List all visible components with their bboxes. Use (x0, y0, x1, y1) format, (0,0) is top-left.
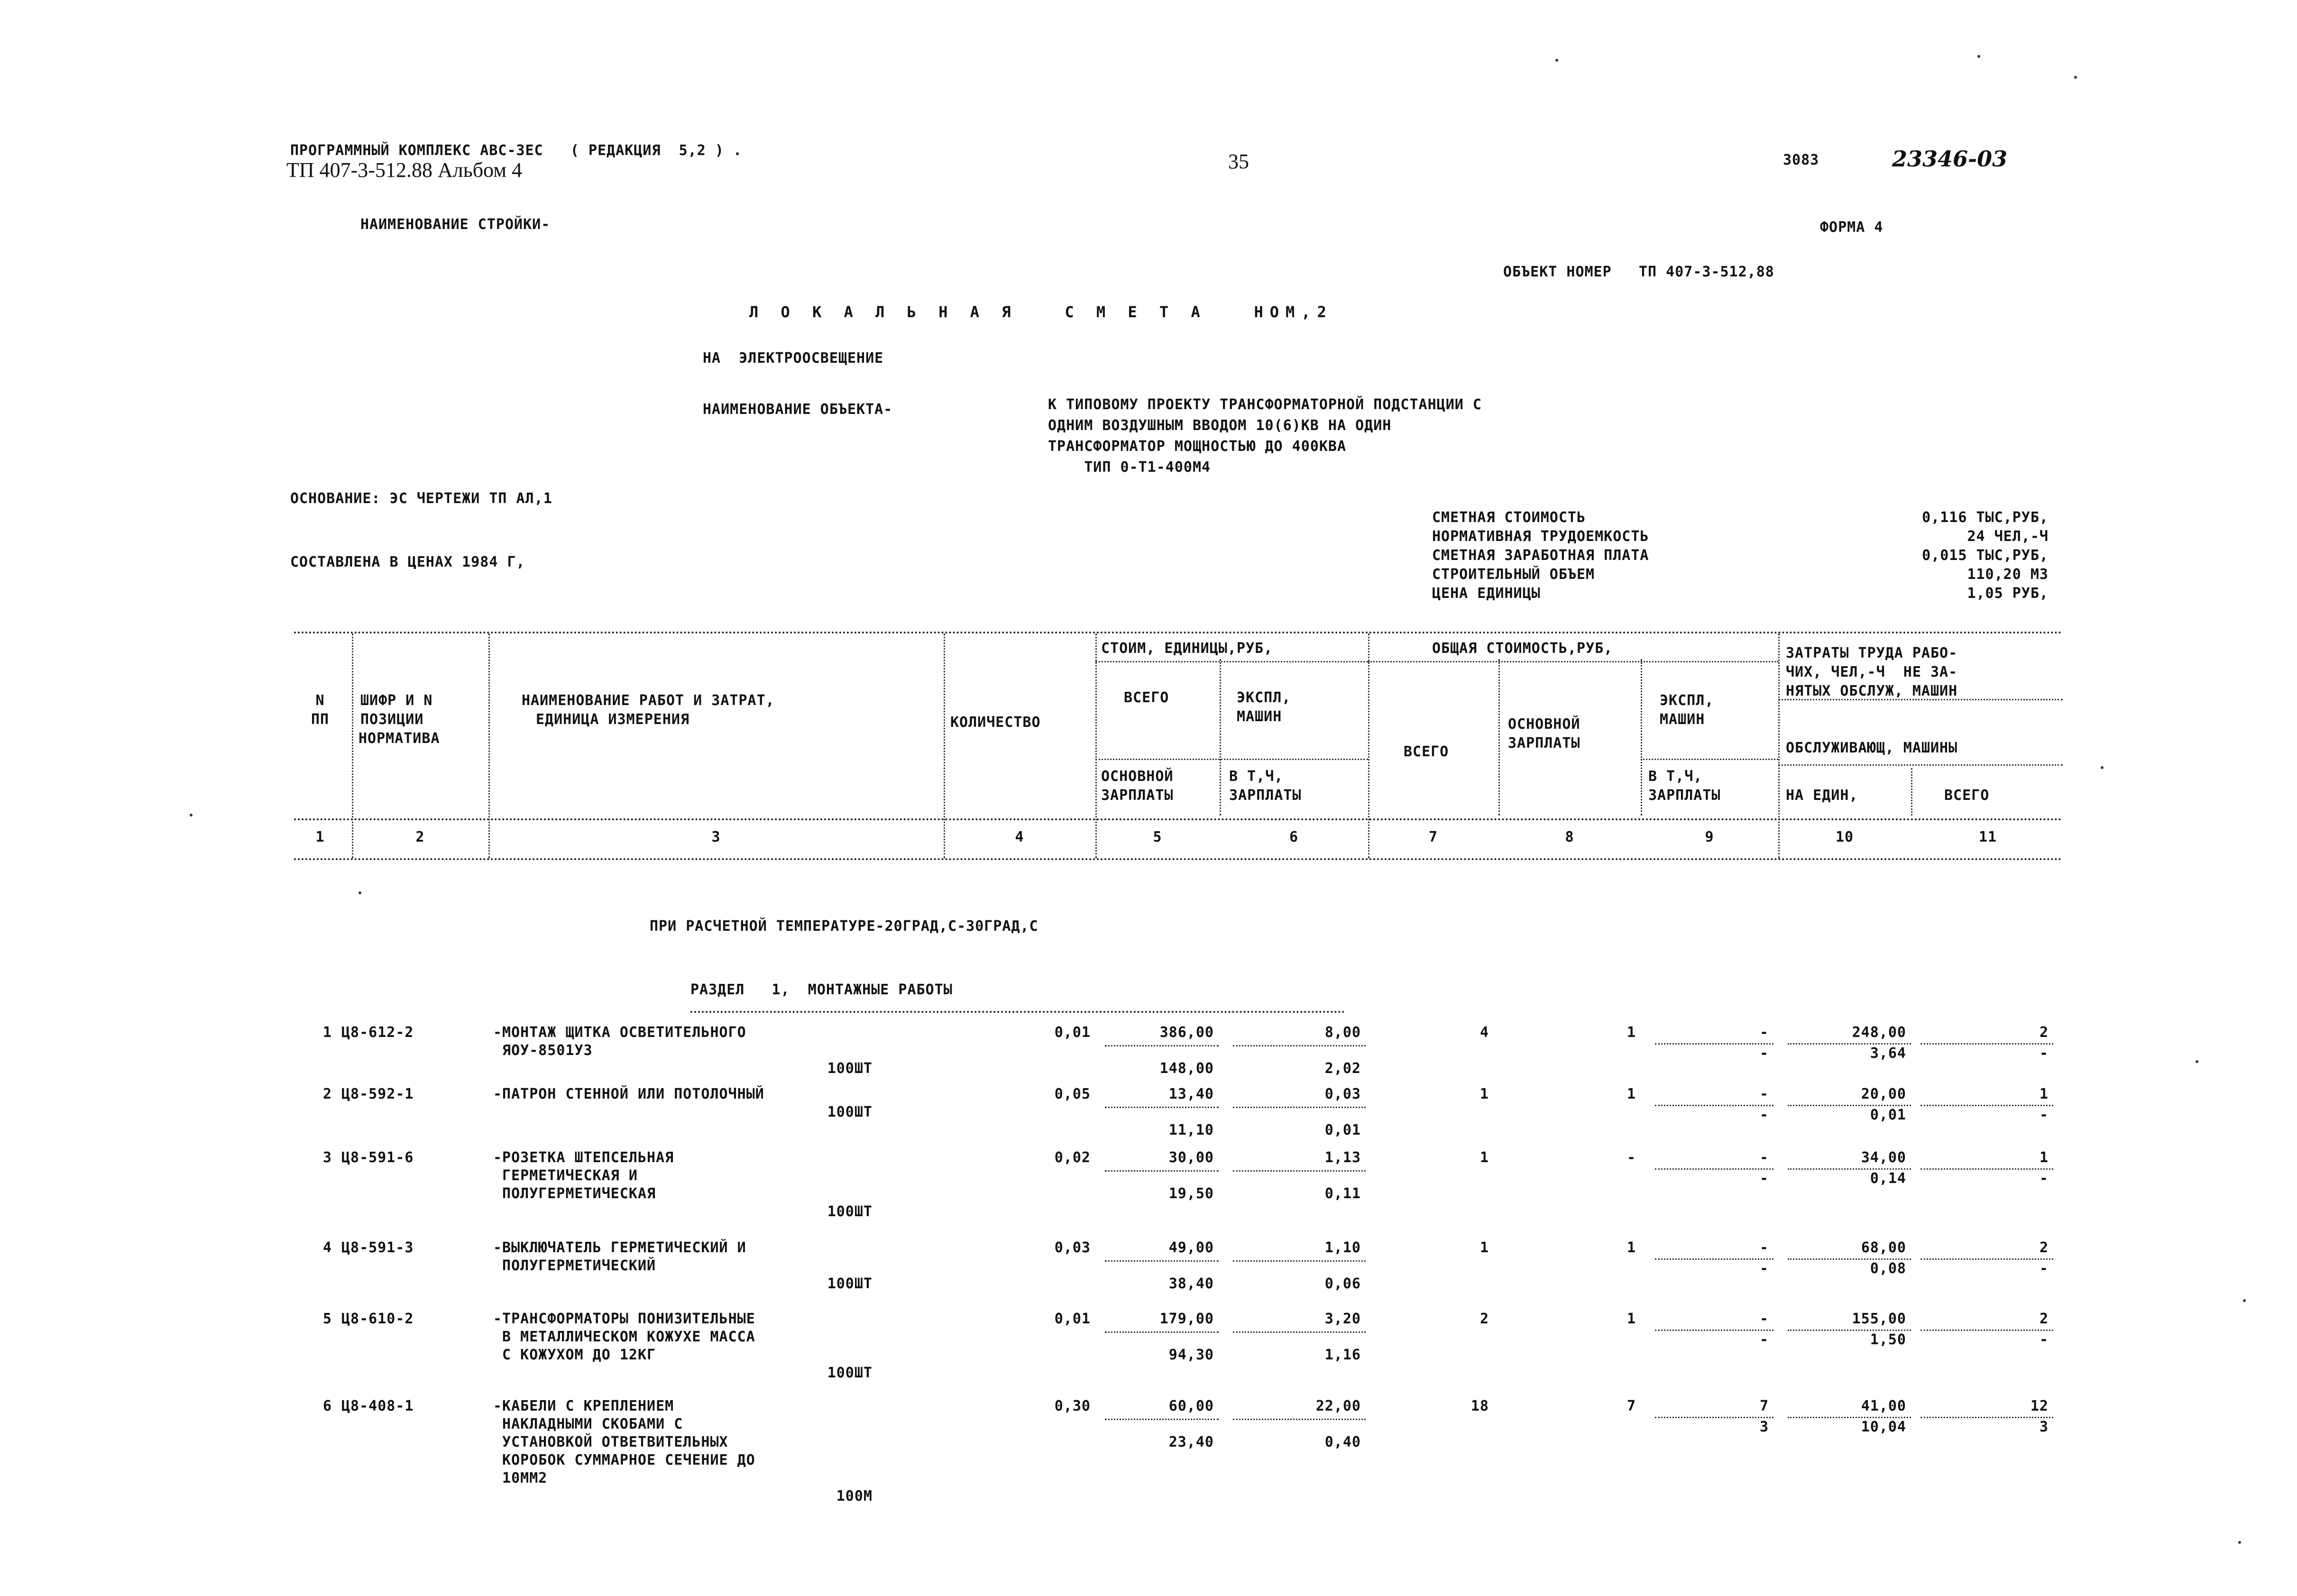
column-number: 5 (1153, 829, 1162, 845)
row-total-all: 2 (1479, 1311, 1489, 1327)
header-work-name: НАИМЕНОВАНИЕ РАБОТ И ЗАТРАТ, (522, 692, 775, 709)
row-unit-total: 60,00 (1168, 1398, 1214, 1414)
row-labor-per-unit: 34,00 (1861, 1149, 1906, 1166)
header-total-base-wage: ОСНОВНОЙ (1508, 716, 1580, 733)
header-work-name: ЕДИНИЦА ИЗМЕРЕНИЯ (536, 711, 690, 728)
row-number: 6 (322, 1398, 332, 1414)
row-work-name: -ПАТРОН СТЕННОЙ ИЛИ ПОТОЛОЧНЫЙ (493, 1086, 764, 1102)
row-total-incl-wage: - (1759, 1170, 1769, 1187)
column-separator (1641, 659, 1642, 816)
header-norm-code: НОРМАТИВА (358, 730, 440, 747)
row-work-name: ПОЛУГЕРМЕТИЧЕСКИЙ (493, 1257, 656, 1274)
row-norm-code: Ц8-612-2 (341, 1024, 414, 1041)
header-total-incl-wage: ЗАРПЛАТЫ (1648, 787, 1721, 804)
row-norm-code: Ц8-592-1 (341, 1086, 414, 1102)
row-unit-total: 13,40 (1168, 1086, 1214, 1102)
header-unit-machines: ЭКСПЛ, (1237, 689, 1291, 706)
row-unit-base-wage: 23,40 (1168, 1434, 1214, 1450)
row-labor-per-unit: 248,00 (1852, 1024, 1906, 1041)
row-total-all: 18 (1470, 1398, 1489, 1414)
row-total-incl-wage: 3 (1759, 1419, 1769, 1435)
summary-value: 0,015 ТЫС,РУБ, (1922, 547, 2049, 564)
row-norm-code: Ц8-591-3 (341, 1239, 414, 1256)
row-total-machines: - (1759, 1086, 1769, 1102)
document-code: 3083 (1783, 152, 1819, 168)
column-separator (1498, 659, 1500, 816)
row-labor-total: 1 (2039, 1086, 2049, 1102)
row-total-base-wage: 1 (1626, 1311, 1636, 1327)
row-work-name: 10ММ2 (493, 1470, 548, 1486)
row-total-machines: - (1759, 1311, 1769, 1327)
row-unit-machines: 1,13 (1324, 1149, 1361, 1166)
row-machine-labor: 3,64 (1870, 1045, 1906, 1062)
row-work-name: -КАБЕЛИ С КРЕПЛЕНИЕМ (493, 1398, 674, 1414)
row-unit-incl-wage: 0,11 (1324, 1185, 1361, 1202)
column-number: 8 (1565, 829, 1574, 845)
cell-divider (1233, 1419, 1366, 1420)
header-sub-rule (1095, 661, 1368, 662)
row-total-all: 1 (1479, 1086, 1489, 1102)
summary-value: 24 ЧЕЛ,-Ч (1967, 528, 2049, 545)
row-labor-per-unit: 155,00 (1852, 1311, 1906, 1327)
row-labor-total: 12 (2030, 1398, 2049, 1414)
header-labor: ЧИХ, ЧЕЛ,-Ч НЕ ЗА- (1786, 664, 1958, 680)
column-separator (1220, 659, 1221, 816)
header-sub-rule (1778, 764, 2063, 766)
row-unit-total: 49,00 (1168, 1239, 1214, 1256)
row-total-machines: - (1759, 1024, 1769, 1041)
header-sub-rule (1641, 759, 1778, 760)
row-work-name: КОРОБОК СУММАРНОЕ СЕЧЕНИЕ ДО (493, 1452, 755, 1468)
header-total-base-wage: ЗАРПЛАТЫ (1508, 735, 1580, 752)
cell-divider (1655, 1330, 1773, 1331)
row-machine-labor-total: 3 (2039, 1419, 2049, 1435)
row-total-incl-wage: - (1759, 1045, 1769, 1062)
column-number: 10 (1835, 829, 1854, 845)
header-labor-total: ВСЕГО (1944, 787, 1990, 804)
row-quantity: 0,01 (1054, 1311, 1091, 1327)
object-name-line-1: К ТИПОВОМУ ПРОЕКТУ ТРАНСФОРМАТОРНОЙ ПОДСТАНЦИИ С (1048, 396, 1482, 413)
header-unit-incl-wage: В Т,Ч, (1229, 768, 1284, 785)
cell-divider (1788, 1043, 1911, 1045)
row-total-incl-wage: - (1759, 1331, 1769, 1348)
estimate-subject: НА ЭЛЕКТРООСВЕЩЕНИЕ (703, 350, 884, 367)
column-number: 7 (1428, 829, 1438, 845)
summary-label: СТРОИТЕЛЬНЫЙ ОБЪЕМ (1432, 566, 1595, 583)
row-number: 4 (322, 1239, 332, 1256)
header-sub-rule (1368, 661, 1778, 662)
cell-divider (1105, 1331, 1219, 1333)
cell-divider (1788, 1330, 1911, 1331)
header-labor-machines: ОБСЛУЖИВАЮЩ, МАШИНЫ (1786, 740, 1958, 756)
row-total-base-wage: 1 (1626, 1024, 1636, 1041)
row-total-all: 4 (1479, 1024, 1489, 1041)
row-total-machines: 7 (1759, 1398, 1769, 1414)
form-label: ФОРМА 4 (1820, 219, 1884, 236)
cell-divider (1233, 1260, 1366, 1262)
row-number: 2 (322, 1086, 332, 1102)
row-number: 5 (322, 1311, 332, 1327)
row-norm-code: Ц8-591-6 (341, 1149, 414, 1166)
project-reference: ТП 407-3-512.88 Альбом 4 (286, 158, 523, 182)
document-title: Л О К А Л Ь Н А Я С М Е Т А НОМ,2 (749, 303, 1333, 321)
column-number: 4 (1015, 829, 1024, 845)
header-total-all: ВСЕГО (1404, 743, 1449, 760)
header-unit-cost: СТОИМ, ЕДИНИЦЫ,РУБ, (1101, 640, 1273, 657)
cell-divider (1233, 1107, 1366, 1108)
row-unit: 100ШТ (827, 1203, 873, 1220)
row-quantity: 0,01 (1054, 1024, 1091, 1041)
cell-divider (1788, 1105, 1911, 1106)
cell-divider (1920, 1417, 2053, 1418)
header-unit-machines: МАШИН (1237, 708, 1282, 725)
cell-divider (1105, 1107, 1219, 1108)
header-unit-incl-wage: ЗАРПЛАТЫ (1229, 787, 1302, 804)
column-number: 3 (711, 829, 721, 845)
row-work-name: С КОЖУХОМ ДО 12КГ (493, 1347, 656, 1363)
row-labor-total: 1 (2039, 1149, 2049, 1166)
cell-divider (1788, 1168, 1911, 1170)
row-unit-base-wage: 38,40 (1168, 1275, 1214, 1292)
row-work-name: -МОНТАЖ ЩИТКА ОСВЕТИТЕЛЬНОГО (493, 1024, 746, 1041)
construction-label: НАИМЕНОВАНИЕ СТРОЙКИ- (360, 216, 551, 233)
row-unit: 100ШТ (827, 1104, 873, 1120)
section-title: РАЗДЕЛ 1, МОНТАЖНЫЕ РАБОТЫ (690, 981, 953, 998)
row-unit-incl-wage: 0,06 (1324, 1275, 1361, 1292)
row-total-all: 1 (1479, 1149, 1489, 1166)
summary-label: СМЕТНАЯ СТОИМОСТЬ (1432, 509, 1586, 526)
cell-divider (1788, 1258, 1911, 1260)
header-row-number: N (315, 692, 325, 709)
column-separator (944, 633, 945, 858)
header-unit-total: ВСЕГО (1124, 689, 1169, 706)
object-name-label: НАИМЕНОВАНИЕ ОБЪЕКТА- (703, 401, 893, 418)
row-machine-labor: 0,14 (1870, 1170, 1906, 1187)
column-separator (1911, 768, 1912, 816)
row-unit-base-wage: 11,10 (1168, 1122, 1214, 1138)
column-number: 11 (1978, 829, 1997, 845)
object-name-line-4: ТИП 0-Т1-400М4 (1048, 459, 1211, 476)
cell-divider (1920, 1043, 2053, 1045)
handwritten-code: 23346-03 (1892, 146, 2008, 172)
header-row-number: ПП (311, 711, 330, 728)
object-number: ОБЪЕКТ НОМЕР ТП 407-3-512,88 (1503, 264, 1774, 280)
header-quantity: КОЛИЧЕСТВО (950, 714, 1041, 731)
cell-divider (1655, 1258, 1773, 1260)
object-name-line-3: ТРАНСФОРМАТОР МОЩНОСТЬЮ ДО 400КВА (1048, 438, 1347, 455)
header-numbers-rule (294, 818, 2063, 820)
header-labor: НЯТЫХ ОБСЛУЖ, МАШИН (1786, 683, 1958, 699)
row-unit: 100М (836, 1488, 873, 1504)
row-total-base-wage: 1 (1626, 1086, 1636, 1102)
row-number: 3 (322, 1149, 332, 1166)
page-number: 35 (1228, 150, 1249, 173)
price-basis-line: СОСТАВЛЕНА В ЦЕНАХ 1984 Г, (290, 554, 525, 570)
summary-value: 0,116 ТЫС,РУБ, (1922, 509, 2049, 526)
row-unit: 100ШТ (827, 1365, 873, 1381)
row-labor-per-unit: 41,00 (1861, 1398, 1906, 1414)
row-work-name: НАКЛАДНЫМИ СКОБАМИ С (493, 1416, 683, 1432)
row-labor-total: 2 (2039, 1239, 2049, 1256)
column-separator (1368, 633, 1369, 858)
cell-divider (1920, 1168, 2053, 1170)
row-work-name: ГЕРМЕТИЧЕСКАЯ И (493, 1167, 638, 1184)
cell-divider (1920, 1330, 2053, 1331)
row-quantity: 0,05 (1054, 1086, 1091, 1102)
row-work-name: -ТРАНСФОРМАТОРЫ ПОНИЗИТЕЛЬНЫЕ (493, 1311, 755, 1327)
header-labor: ЗАТРАТЫ ТРУДА РАБО- (1786, 645, 1958, 661)
cell-divider (1233, 1045, 1366, 1046)
row-total-machines: - (1759, 1149, 1769, 1166)
table-header-bottom-rule (294, 858, 2063, 860)
row-unit: 100ШТ (827, 1275, 873, 1292)
row-total-base-wage: 1 (1626, 1239, 1636, 1256)
row-unit-machines: 22,00 (1315, 1398, 1361, 1414)
row-unit-incl-wage: 0,01 (1324, 1122, 1361, 1138)
summary-label: ЦЕНА ЕДИНИЦЫ (1432, 585, 1541, 602)
row-unit: 100ШТ (827, 1060, 873, 1077)
header-unit-base-wage: ЗАРПЛАТЫ (1101, 787, 1174, 804)
cell-divider (1920, 1105, 2053, 1106)
row-machine-labor-total: - (2039, 1045, 2049, 1062)
cell-divider (1105, 1045, 1219, 1046)
temperature-note: ПРИ РАСЧЕТНОЙ ТЕМПЕРАТУРЕ-20ГРАД,С-30ГРАД,С (650, 918, 1038, 935)
row-unit-incl-wage: 2,02 (1324, 1060, 1361, 1077)
row-work-name: -РОЗЕТКА ШТЕПСЕЛЬНАЯ (493, 1149, 674, 1166)
cell-divider (1655, 1043, 1773, 1045)
row-unit-base-wage: 19,50 (1168, 1185, 1214, 1202)
cell-divider (1233, 1170, 1366, 1172)
row-work-name: УСТАНОВКОЙ ОТВЕТВИТЕЛЬНЫХ (493, 1434, 728, 1450)
row-unit-total: 30,00 (1168, 1149, 1214, 1166)
row-labor-total: 2 (2039, 1311, 2049, 1327)
row-unit-machines: 1,10 (1324, 1239, 1361, 1256)
row-total-machines: - (1759, 1239, 1769, 1256)
row-quantity: 0,02 (1054, 1149, 1091, 1166)
column-number: 1 (315, 829, 325, 845)
row-unit-total: 386,00 (1159, 1024, 1214, 1041)
row-unit-base-wage: 94,30 (1168, 1347, 1214, 1363)
row-machine-labor-total: - (2039, 1170, 2049, 1187)
cell-divider (1233, 1331, 1366, 1333)
row-machine-labor-total: - (2039, 1260, 2049, 1277)
header-total-cost: ОБЩАЯ СТОИМОСТЬ,РУБ, (1432, 640, 1613, 657)
row-unit-total: 179,00 (1159, 1311, 1214, 1327)
header-labor-per-unit: НА ЕДИН, (1786, 787, 1858, 804)
table-top-rule (294, 632, 2063, 633)
summary-label: НОРМАТИВНАЯ ТРУДОЕМКОСТЬ (1432, 528, 1649, 545)
row-work-name: -ВЫКЛЮЧАТЕЛЬ ГЕРМЕТИЧЕСКИЙ И (493, 1239, 746, 1256)
row-machine-labor: 10,04 (1861, 1419, 1906, 1435)
row-unit-machines: 0,03 (1324, 1086, 1361, 1102)
cell-divider (1788, 1417, 1911, 1418)
cell-divider (1655, 1105, 1773, 1106)
row-unit-machines: 8,00 (1324, 1024, 1361, 1041)
row-labor-total: 2 (2039, 1024, 2049, 1041)
row-machine-labor: 0,08 (1870, 1260, 1906, 1277)
column-number: 2 (415, 829, 425, 845)
row-number: 1 (322, 1024, 332, 1041)
cell-divider (1655, 1417, 1773, 1418)
summary-value: 110,20 М3 (1967, 566, 2049, 583)
row-total-incl-wage: - (1759, 1107, 1769, 1123)
row-unit-incl-wage: 1,16 (1324, 1347, 1361, 1363)
header-unit-base-wage: ОСНОВНОЙ (1101, 768, 1174, 785)
basis-line: ОСНОВАНИЕ: ЭС ЧЕРТЕЖИ ТП АЛ,1 (290, 490, 552, 507)
section-underline (690, 1011, 1345, 1013)
column-separator (352, 633, 353, 858)
row-norm-code: Ц8-610-2 (341, 1311, 414, 1327)
row-unit-incl-wage: 0,40 (1324, 1434, 1361, 1450)
row-total-base-wage: 7 (1626, 1398, 1636, 1414)
row-machine-labor-total: - (2039, 1331, 2049, 1348)
row-machine-labor-total: - (2039, 1107, 2049, 1123)
summary-value: 1,05 РУБ, (1967, 585, 2049, 602)
program-label: ПРОГРАММНЫЙ КОМПЛЕКС АВС-3ЕС ( РЕДАКЦИЯ 5,2 ) . (290, 142, 743, 159)
row-labor-per-unit: 68,00 (1861, 1239, 1906, 1256)
header-total-machines: МАШИН (1660, 711, 1705, 728)
header-total-incl-wage: В Т,Ч, (1648, 768, 1703, 785)
header-norm-code: ШИФР И N (360, 692, 433, 709)
row-machine-labor: 1,50 (1870, 1331, 1906, 1348)
column-number: 6 (1289, 829, 1299, 845)
row-norm-code: Ц8-408-1 (341, 1398, 414, 1414)
header-norm-code: ПОЗИЦИИ (360, 711, 424, 728)
cell-divider (1105, 1419, 1219, 1420)
row-total-all: 1 (1479, 1239, 1489, 1256)
header-sub-rule (1095, 759, 1368, 760)
row-machine-labor: 0,01 (1870, 1107, 1906, 1123)
row-quantity: 0,30 (1054, 1398, 1091, 1414)
object-name-line-2: ОДНИМ ВОЗДУШНЫМ ВВОДОМ 10(6)КВ НА ОДИН (1048, 417, 1392, 434)
row-work-name: ЯОУ-8501У3 (493, 1042, 593, 1059)
column-separator (1095, 633, 1097, 858)
row-labor-per-unit: 20,00 (1861, 1086, 1906, 1102)
cell-divider (1105, 1260, 1219, 1262)
row-quantity: 0,03 (1054, 1239, 1091, 1256)
summary-label: СМЕТНАЯ ЗАРАБОТНАЯ ПЛАТА (1432, 547, 1649, 564)
cell-divider (1105, 1170, 1219, 1172)
header-total-machines: ЭКСПЛ, (1660, 692, 1714, 709)
column-separator (1778, 633, 1780, 858)
cell-divider (1920, 1258, 2053, 1260)
row-work-name: В МЕТАЛЛИЧЕСКОМ КОЖУХЕ МАССА (493, 1329, 755, 1345)
row-unit-machines: 3,20 (1324, 1311, 1361, 1327)
row-work-name: ПОЛУГЕРМЕТИЧЕСКАЯ (493, 1185, 656, 1202)
row-unit-base-wage: 148,00 (1159, 1060, 1214, 1077)
row-total-incl-wage: - (1759, 1260, 1769, 1277)
row-total-base-wage: - (1626, 1149, 1636, 1166)
column-separator (488, 633, 490, 858)
column-number: 9 (1705, 829, 1714, 845)
cell-divider (1655, 1168, 1773, 1170)
